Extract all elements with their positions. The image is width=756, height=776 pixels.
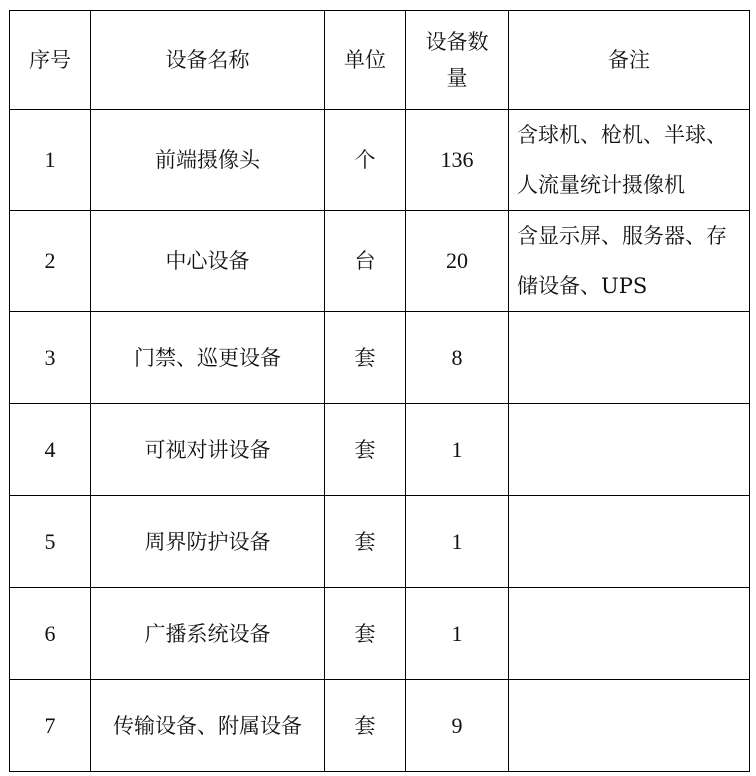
table-row: [10, 496, 750, 588]
row-unit: 套: [325, 496, 406, 588]
row-note: [509, 588, 750, 680]
table-row: [10, 110, 750, 211]
row-unit: 个: [325, 110, 406, 211]
row-name: 广播系统设备: [91, 588, 325, 680]
table-row: [10, 312, 750, 404]
row-qty: 1: [406, 588, 509, 680]
row-name: 门禁、巡更设备: [91, 312, 325, 404]
header-row: [10, 11, 750, 110]
table-row: [10, 404, 750, 496]
row-unit: 套: [325, 404, 406, 496]
row-unit: 套: [325, 312, 406, 404]
row-qty: 8: [406, 312, 509, 404]
table-row: [10, 588, 750, 680]
row-note: [509, 496, 750, 588]
row-note: 含球机、枪机、半球、人流量统计摄像机: [509, 110, 750, 211]
header-no: 序号: [10, 11, 91, 110]
row-no: 4: [10, 404, 91, 496]
row-unit: 套: [325, 680, 406, 772]
row-qty: 20: [406, 211, 509, 312]
row-note: [509, 680, 750, 772]
row-no: 3: [10, 312, 91, 404]
row-qty: 1: [406, 496, 509, 588]
row-no: 5: [10, 496, 91, 588]
table-row: [10, 211, 750, 312]
header-note: 备注: [509, 11, 750, 110]
row-qty: 136: [406, 110, 509, 211]
row-note: 含显示屏、服务器、存储设备、UPS: [509, 211, 750, 312]
equipment-table: [9, 10, 750, 772]
row-name: 周界防护设备: [91, 496, 325, 588]
row-name: 可视对讲设备: [91, 404, 325, 496]
row-name: 前端摄像头: [91, 110, 325, 211]
table-row: [10, 680, 750, 772]
row-unit: 台: [325, 211, 406, 312]
row-no: 1: [10, 110, 91, 211]
row-no: 6: [10, 588, 91, 680]
header-name: 设备名称: [91, 11, 325, 110]
row-note: [509, 312, 750, 404]
row-name: 中心设备: [91, 211, 325, 312]
row-qty: 9: [406, 680, 509, 772]
header-unit: 单位: [325, 11, 406, 110]
row-no: 7: [10, 680, 91, 772]
row-name: 传输设备、附属设备: [91, 680, 325, 772]
header-qty: 设备数量: [406, 11, 509, 110]
row-unit: 套: [325, 588, 406, 680]
row-no: 2: [10, 211, 91, 312]
row-qty: 1: [406, 404, 509, 496]
row-note: [509, 404, 750, 496]
